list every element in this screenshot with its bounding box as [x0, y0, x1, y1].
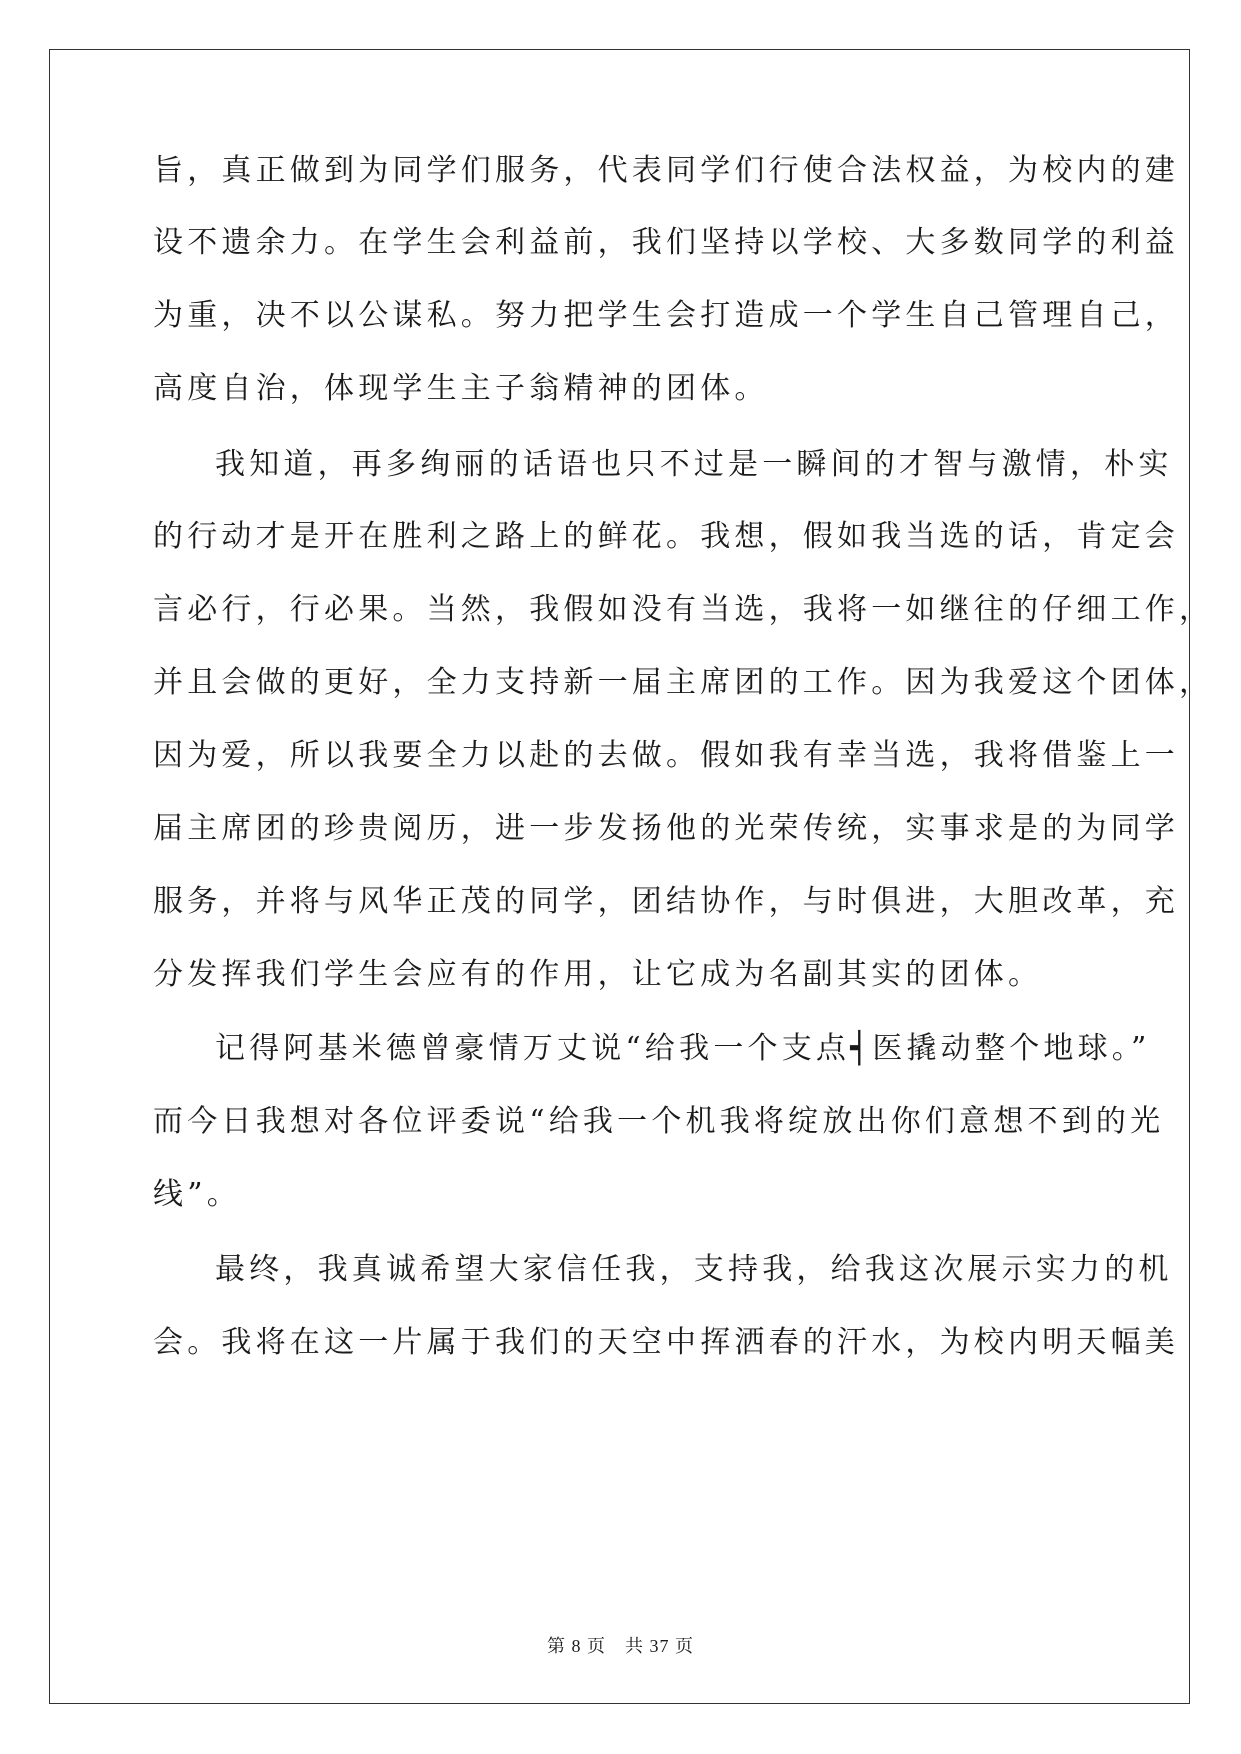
text-line: 为重，决不以公谋私。努力把学生会打造成一个学生自己管理自己， [153, 298, 1179, 333]
text-line: 的行动才是开在胜利之路上的鲜花。我想，假如我当选的话，肯定会 [153, 519, 1179, 554]
paragraph-first-line: 记得阿基米德曾豪情万丈说“给我一个支点┥医撬动整个地球。” [215, 1031, 1151, 1066]
text-line: 而今日我想对各位评委说“给我一个机我将绽放出你们意想不到的光 [153, 1104, 1165, 1139]
text-line: 会。我将在这一片属于我们的天空中挥洒春的汗水，为校内明天幅美 [153, 1325, 1179, 1360]
text-line: 分发挥我们学生会应有的作用，让它成为名副其实的团体。 [153, 957, 1043, 992]
text-line: 并且会做的更好，全力支持新一届主席团的工作。因为我爱这个团体， [153, 665, 1214, 700]
paragraph-first-line: 最终，我真诚希望大家信任我，支持我，给我这次展示实力的机 [215, 1252, 1173, 1287]
text-line: 服务，并将与风华正茂的同学，团结协作，与时俱进，大胆改革，充 [153, 884, 1179, 919]
paragraph-first-line: 我知道，再多绚丽的话语也只不过是一瞬间的才智与激情，朴实 [215, 447, 1173, 482]
text-line: 言必行，行必果。当然，我假如没有当选，我将一如继往的仔细工作， [153, 592, 1214, 627]
text-line: 线”。 [153, 1177, 241, 1212]
text-line: 届主席团的珍贵阅历，进一步发扬他的光荣传统，实事求是的为同学 [153, 811, 1179, 846]
text-line: 旨，真正做到为同学们服务，代表同学们行使合法权益，为校内的建 [153, 153, 1179, 188]
page-number-footer: 第 8 页 共 37 页 [547, 1636, 694, 1656]
text-line: 因为爱，所以我要全力以赴的去做。假如我有幸当选，我将借鉴上一 [153, 738, 1179, 773]
text-line: 设不遗余力。在学生会利益前，我们坚持以学校、大多数同学的利益 [153, 225, 1179, 260]
text-line: 高度自治，体现学生主子翁精神的团体。 [153, 371, 769, 406]
